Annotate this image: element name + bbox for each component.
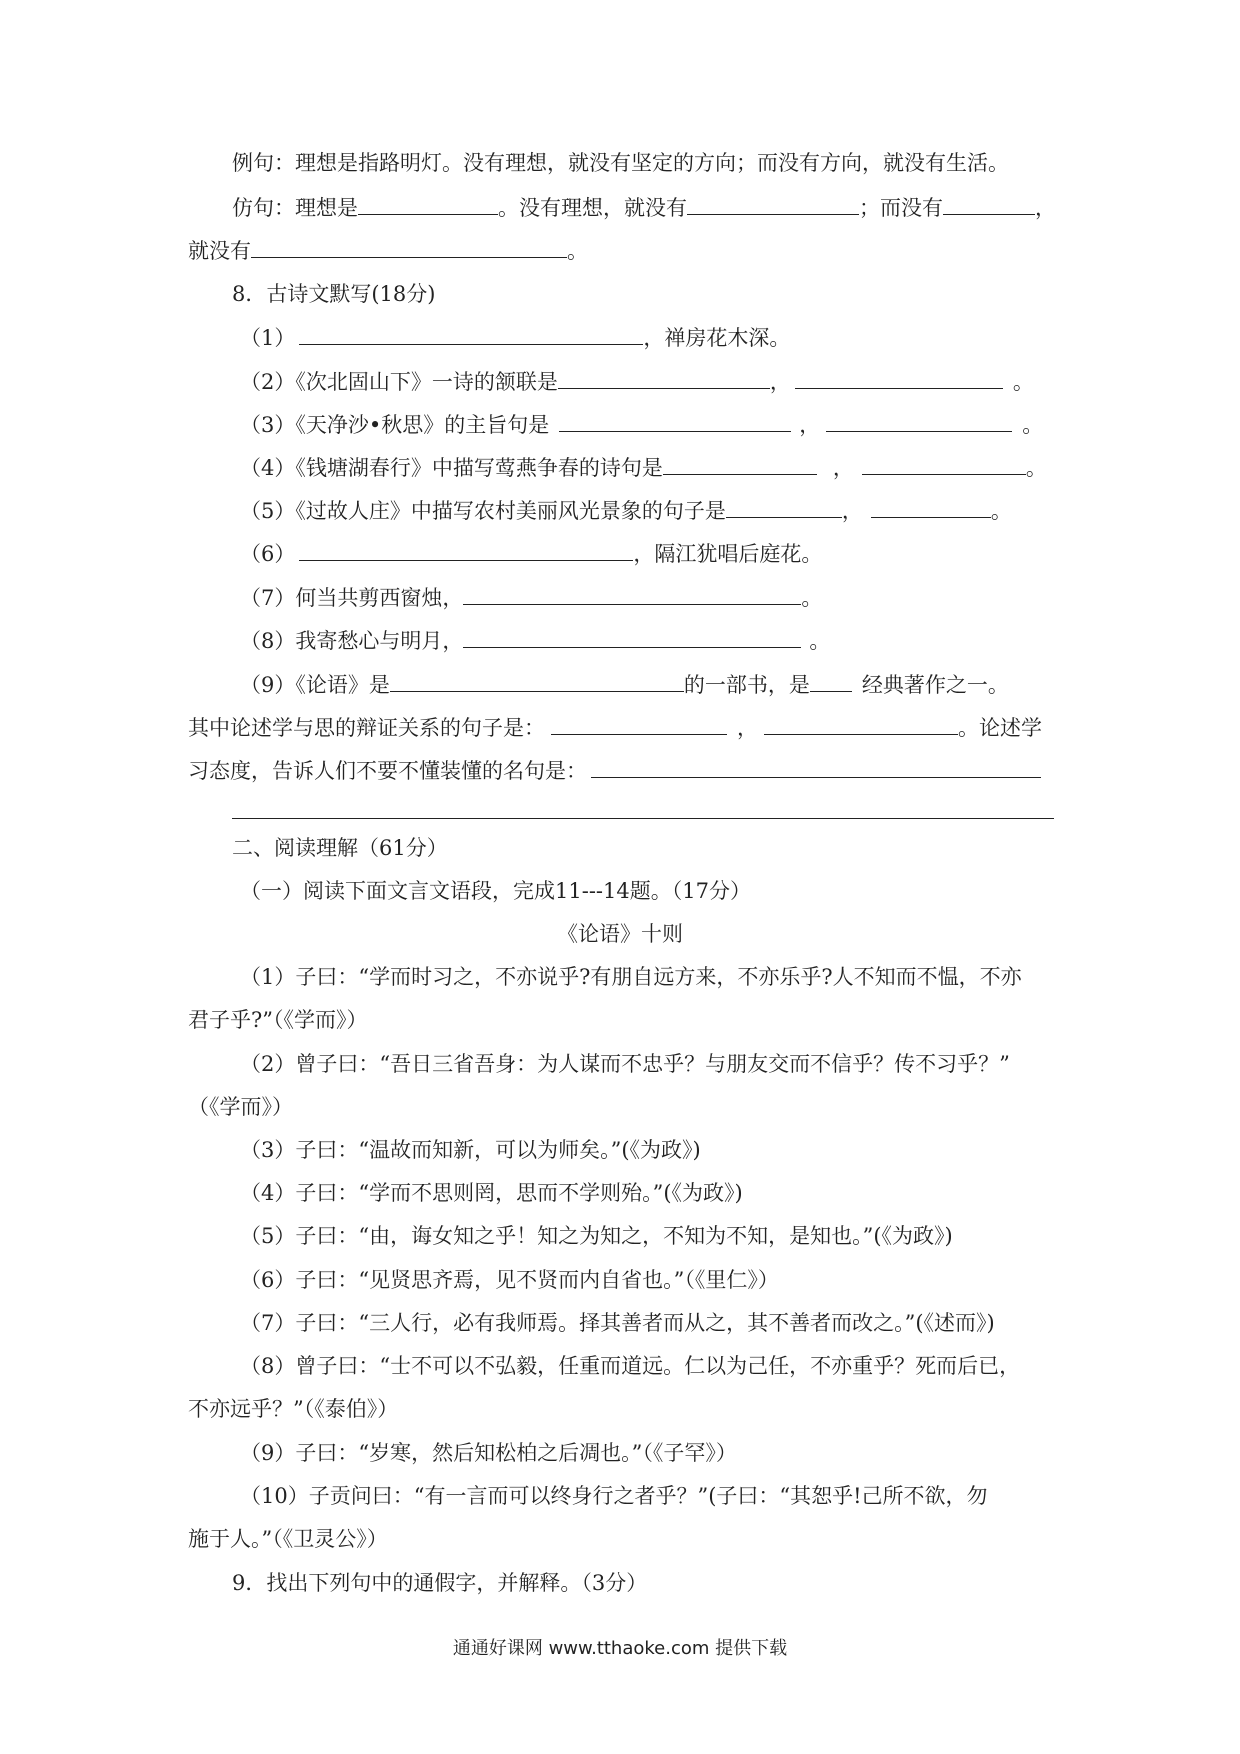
passage-line: （5）子曰：“由，诲女知之乎！知之为知之，不知为不知，是知也。”(《为政》) bbox=[240, 1224, 953, 1248]
answer-blank[interactable] bbox=[726, 495, 842, 518]
answer-blank[interactable] bbox=[687, 192, 859, 215]
passage-line: （8）曾子曰：“士不可以不弘毅，任重而道远。仁以为己任，不亦重乎？死而后已， bbox=[240, 1354, 1021, 1378]
q8-item-2: （2）《次北固山下》一诗的颔联是 ， 。 bbox=[240, 366, 1034, 397]
answer-blank[interactable] bbox=[251, 235, 567, 258]
answer-blank[interactable] bbox=[559, 409, 791, 432]
q8-item-9: （9）《论语》是 的一部书，是 经典著作之一。 bbox=[240, 669, 1009, 700]
section-2-instruction: （一）阅读下面文言文语段，完成11---14题。（17分） bbox=[240, 879, 751, 903]
passage-title: 《论语》十则 bbox=[557, 922, 683, 946]
passage-line: （1）子曰：“学而时习之，不亦说乎?有朋自远方来，不亦乐乎?人不知而不愠，不亦 bbox=[240, 965, 1022, 989]
answer-blank[interactable] bbox=[862, 452, 1026, 475]
passage-line: （6）子曰：“见贤思齐焉，见不贤而内自省也。”（《里仁》） bbox=[240, 1268, 779, 1292]
passage-line: （3）子曰：“温故而知新，可以为师矣。”(《为政》) bbox=[240, 1138, 701, 1162]
example-sentence: 例句：理想是指路明灯。没有理想，就没有坚定的方向；而没有方向，就没有生活。 bbox=[232, 151, 1009, 175]
answer-blank[interactable] bbox=[810, 669, 852, 692]
question-8-heading: 8．古诗文默写(18分) bbox=[232, 282, 436, 306]
page-footer: 通通好课网 www.tthaoke.com 提供下载 bbox=[452, 1638, 788, 1659]
answer-blank[interactable] bbox=[826, 409, 1012, 432]
passage-line: （7）子曰：“三人行，必有我师焉。择其善者而从之，其不善者而改之。”(《述而》) bbox=[240, 1311, 995, 1335]
passage-line: 君子乎?”（《学而》） bbox=[188, 1008, 368, 1032]
imitation-line-2: 就没有 。 bbox=[188, 235, 588, 266]
q8-item-3: （3）《天净沙•秋思》的主旨句是 ， 。 bbox=[240, 409, 1043, 440]
answer-blank[interactable] bbox=[558, 366, 770, 389]
answer-blank[interactable] bbox=[299, 538, 633, 561]
passage-line: （《学而》） bbox=[188, 1095, 293, 1119]
q8-item-6: （6） ，隔江犹唱后庭花。 bbox=[240, 538, 822, 569]
passage-line: （2）曾子曰：“吾日三省吾身：为人谋而不忠乎？与朋友交而不信乎？传不习乎？” bbox=[240, 1052, 1010, 1076]
q8-item-8: （8）我寄愁心与明月， 。 bbox=[240, 625, 830, 656]
answer-blank[interactable] bbox=[390, 669, 684, 692]
imitation-line-1: 仿句：理想是 。没有理想，就没有 ；而没有 ， bbox=[232, 192, 1056, 223]
answer-blank[interactable] bbox=[463, 625, 801, 648]
answer-blank[interactable] bbox=[764, 712, 958, 735]
answer-blank-full-line[interactable] bbox=[232, 818, 1054, 819]
passage-line: 施于人。”（《卫灵公》） bbox=[188, 1527, 388, 1551]
answer-blank[interactable] bbox=[591, 755, 1041, 778]
passage-line: （9）子曰：“岁寒，然后知松柏之后凋也。”（《子罕》） bbox=[240, 1441, 737, 1465]
answer-blank[interactable] bbox=[551, 712, 727, 735]
answer-blank[interactable] bbox=[358, 192, 498, 215]
answer-blank[interactable] bbox=[795, 366, 1003, 389]
answer-blank[interactable] bbox=[463, 582, 801, 605]
passage-line: 不亦远乎？”（《泰伯》） bbox=[188, 1397, 399, 1421]
q8-item-5: （5）《过故人庄》中描写农村美丽风光景象的句子是 ， 。 bbox=[240, 495, 1012, 526]
passage-line: （4）子曰：“学而不思则罔，思而不学则殆。”(《为政》) bbox=[240, 1181, 743, 1205]
q8-item-9-continued: 其中论述学与思的辩证关系的句子是： ， 。论述学 bbox=[188, 712, 1042, 743]
section-2-heading: 二、阅读理解（61分） bbox=[232, 836, 448, 860]
q8-item-1: （1） ，禅房花木深。 bbox=[240, 322, 790, 353]
answer-blank[interactable] bbox=[663, 452, 817, 475]
passage-line: （10）子贡问曰：“有一言而可以终身行之者乎？”(子曰：“其恕乎!己所不欲，勿 bbox=[240, 1484, 988, 1508]
q8-item-4: （4）《钱塘湖春行》中描写莺燕争春的诗句是 ， 。 bbox=[240, 452, 1047, 483]
answer-blank[interactable] bbox=[871, 495, 991, 518]
answer-blank[interactable] bbox=[943, 192, 1035, 215]
q8-item-9-continued-2: 习态度，告诉人们不要不懂装懂的名句是： bbox=[188, 755, 1041, 786]
q8-item-7: （7）何当共剪西窗烛， 。 bbox=[240, 582, 822, 613]
question-9: 9．找出下列句中的通假字，并解释。（3分） bbox=[232, 1571, 648, 1595]
answer-blank[interactable] bbox=[299, 322, 643, 345]
